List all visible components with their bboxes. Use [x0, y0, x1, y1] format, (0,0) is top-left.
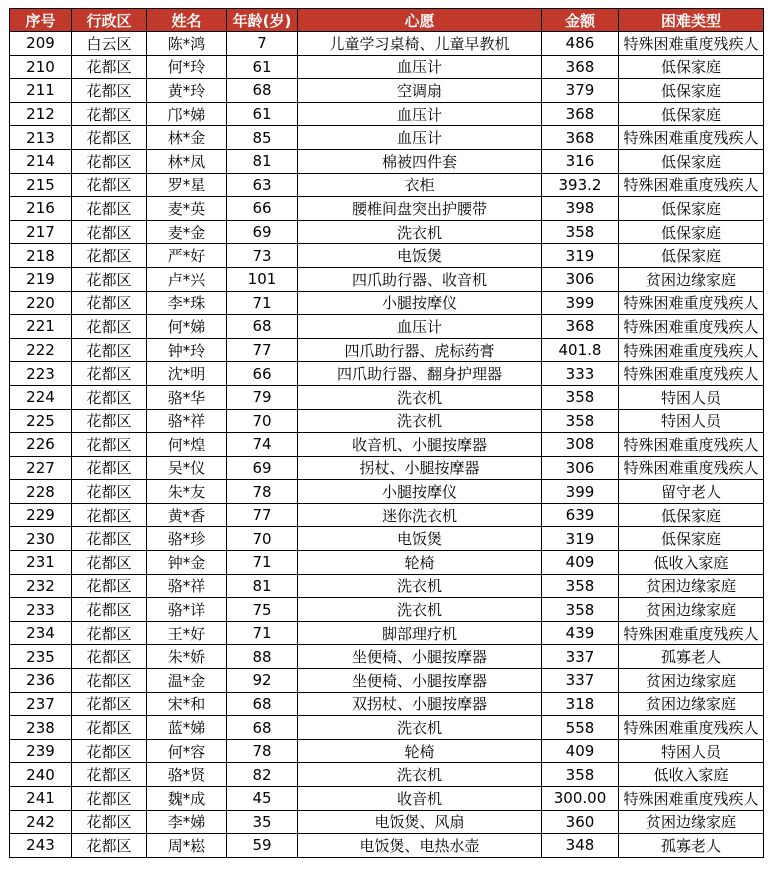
- cell-hardship-type: 特殊困难重度残疾人: [619, 315, 764, 339]
- cell-wish: 空调扇: [298, 79, 542, 103]
- cell-wish: 拐杖、小腿按摩器: [298, 456, 542, 480]
- cell-wish: 洗衣机: [298, 716, 542, 740]
- cell-age: 92: [227, 669, 298, 693]
- cell-name: 蓝*娣: [147, 716, 227, 740]
- cell-name: 林*凤: [147, 149, 227, 173]
- cell-name: 骆*详: [147, 598, 227, 622]
- wish-table: [9, 8, 764, 858]
- cell-wish: 洗衣机: [298, 574, 542, 598]
- table-row: [10, 55, 764, 79]
- cell-hardship-type: 低收入家庭: [619, 551, 764, 575]
- cell-index: 238: [10, 716, 72, 740]
- cell-age: 59: [227, 834, 298, 858]
- cell-name: 黄*香: [147, 503, 227, 527]
- cell-amount: 368: [542, 55, 619, 79]
- table-row: [10, 149, 764, 173]
- cell-index: 236: [10, 669, 72, 693]
- cell-amount: 368: [542, 102, 619, 126]
- cell-index: 237: [10, 692, 72, 716]
- cell-hardship-type: 特殊困难重度残疾人: [619, 433, 764, 457]
- cell-index: 223: [10, 362, 72, 386]
- cell-hardship-type: 贫困边缘家庭: [619, 692, 764, 716]
- cell-wish: 收音机: [298, 787, 542, 811]
- cell-district: 花都区: [72, 126, 147, 150]
- cell-name: 钟*玲: [147, 338, 227, 362]
- cell-hardship-type: 贫困边缘家庭: [619, 267, 764, 291]
- header-district: 行政区: [72, 9, 147, 32]
- cell-index: 226: [10, 433, 72, 457]
- table-row: [10, 197, 764, 221]
- cell-wish: 四爪助行器、翻身护理器: [298, 362, 542, 386]
- table-row: [10, 79, 764, 103]
- cell-age: 45: [227, 787, 298, 811]
- cell-hardship-type: 低保家庭: [619, 244, 764, 268]
- cell-age: 71: [227, 621, 298, 645]
- cell-hardship-type: 贫困边缘家庭: [619, 598, 764, 622]
- cell-amount: 368: [542, 315, 619, 339]
- cell-age: 7: [227, 32, 298, 56]
- cell-index: 222: [10, 338, 72, 362]
- cell-hardship-type: 特困人员: [619, 409, 764, 433]
- cell-age: 77: [227, 338, 298, 362]
- cell-hardship-type: 特殊困难重度残疾人: [619, 173, 764, 197]
- table-row: [10, 527, 764, 551]
- cell-name: 骆*珍: [147, 527, 227, 551]
- header-amount: 金额: [542, 9, 619, 32]
- cell-amount: 399: [542, 480, 619, 504]
- cell-name: 骆*祥: [147, 409, 227, 433]
- cell-district: 花都区: [72, 739, 147, 763]
- cell-amount: 333: [542, 362, 619, 386]
- cell-name: 骆*华: [147, 385, 227, 409]
- cell-index: 239: [10, 739, 72, 763]
- cell-hardship-type: 贫困边缘家庭: [619, 810, 764, 834]
- cell-hardship-type: 留守老人: [619, 480, 764, 504]
- cell-name: 魏*成: [147, 787, 227, 811]
- cell-district: 花都区: [72, 385, 147, 409]
- cell-index: 218: [10, 244, 72, 268]
- table-row: [10, 810, 764, 834]
- cell-index: 220: [10, 291, 72, 315]
- cell-index: 241: [10, 787, 72, 811]
- cell-amount: 316: [542, 149, 619, 173]
- cell-age: 68: [227, 315, 298, 339]
- table-row: [10, 669, 764, 693]
- table-row: [10, 834, 764, 858]
- cell-hardship-type: 特殊困难重度残疾人: [619, 126, 764, 150]
- cell-district: 花都区: [72, 527, 147, 551]
- cell-hardship-type: 特困人员: [619, 739, 764, 763]
- cell-age: 63: [227, 173, 298, 197]
- table-row: [10, 267, 764, 291]
- table-row: [10, 338, 764, 362]
- cell-age: 82: [227, 763, 298, 787]
- cell-district: 花都区: [72, 173, 147, 197]
- cell-hardship-type: 低保家庭: [619, 197, 764, 221]
- table-row: [10, 503, 764, 527]
- cell-hardship-type: 贫困边缘家庭: [619, 574, 764, 598]
- header-index: 序号: [10, 9, 72, 32]
- cell-index: 230: [10, 527, 72, 551]
- cell-hardship-type: 低收入家庭: [619, 763, 764, 787]
- cell-district: 白云区: [72, 32, 147, 56]
- cell-wish: 血压计: [298, 102, 542, 126]
- table-row: [10, 409, 764, 433]
- cell-district: 花都区: [72, 692, 147, 716]
- cell-name: 宋*和: [147, 692, 227, 716]
- table-row: [10, 456, 764, 480]
- cell-amount: 306: [542, 267, 619, 291]
- cell-district: 花都区: [72, 669, 147, 693]
- header-wish: 心愿: [298, 9, 542, 32]
- table-row: [10, 220, 764, 244]
- table-row: [10, 126, 764, 150]
- cell-hardship-type: 低保家庭: [619, 503, 764, 527]
- cell-hardship-type: 特殊困难重度残疾人: [619, 787, 764, 811]
- cell-district: 花都区: [72, 338, 147, 362]
- cell-amount: 558: [542, 716, 619, 740]
- cell-name: 何*容: [147, 739, 227, 763]
- cell-age: 66: [227, 197, 298, 221]
- cell-hardship-type: 特困人员: [619, 385, 764, 409]
- cell-name: 骆*贤: [147, 763, 227, 787]
- cell-amount: 358: [542, 574, 619, 598]
- cell-wish: 收音机、小腿按摩器: [298, 433, 542, 457]
- table-row: [10, 480, 764, 504]
- cell-amount: 358: [542, 409, 619, 433]
- cell-index: 215: [10, 173, 72, 197]
- cell-wish: 坐便椅、小腿按摩器: [298, 669, 542, 693]
- cell-amount: 358: [542, 763, 619, 787]
- cell-wish: 血压计: [298, 315, 542, 339]
- cell-age: 81: [227, 149, 298, 173]
- table-row: [10, 716, 764, 740]
- cell-age: 85: [227, 126, 298, 150]
- cell-hardship-type: 特殊困难重度残疾人: [619, 291, 764, 315]
- cell-wish: 血压计: [298, 55, 542, 79]
- table-row: [10, 291, 764, 315]
- cell-index: 221: [10, 315, 72, 339]
- cell-index: 234: [10, 621, 72, 645]
- cell-district: 花都区: [72, 456, 147, 480]
- cell-age: 78: [227, 739, 298, 763]
- cell-district: 花都区: [72, 810, 147, 834]
- cell-age: 77: [227, 503, 298, 527]
- cell-wish: 轮椅: [298, 739, 542, 763]
- table-row: [10, 385, 764, 409]
- cell-district: 花都区: [72, 598, 147, 622]
- cell-index: 224: [10, 385, 72, 409]
- table-row: [10, 763, 764, 787]
- cell-district: 花都区: [72, 834, 147, 858]
- cell-wish: 电饭煲: [298, 527, 542, 551]
- cell-name: 骆*祥: [147, 574, 227, 598]
- cell-district: 花都区: [72, 433, 147, 457]
- cell-hardship-type: 特殊困难重度残疾人: [619, 32, 764, 56]
- cell-amount: 308: [542, 433, 619, 457]
- cell-district: 花都区: [72, 763, 147, 787]
- cell-district: 花都区: [72, 149, 147, 173]
- cell-index: 231: [10, 551, 72, 575]
- cell-age: 101: [227, 267, 298, 291]
- cell-amount: 358: [542, 598, 619, 622]
- cell-wish: 脚部理疗机: [298, 621, 542, 645]
- cell-index: 219: [10, 267, 72, 291]
- cell-hardship-type: 特殊困难重度残疾人: [619, 362, 764, 386]
- cell-index: 211: [10, 79, 72, 103]
- cell-name: 卢*兴: [147, 267, 227, 291]
- cell-index: 242: [10, 810, 72, 834]
- cell-wish: 坐便椅、小腿按摩器: [298, 645, 542, 669]
- cell-index: 240: [10, 763, 72, 787]
- cell-age: 71: [227, 551, 298, 575]
- cell-district: 花都区: [72, 645, 147, 669]
- cell-district: 花都区: [72, 55, 147, 79]
- cell-district: 花都区: [72, 362, 147, 386]
- cell-name: 周*崧: [147, 834, 227, 858]
- cell-wish: 小腿按摩仪: [298, 480, 542, 504]
- cell-wish: 双拐杖、小腿按摩器: [298, 692, 542, 716]
- cell-age: 81: [227, 574, 298, 598]
- cell-index: 228: [10, 480, 72, 504]
- cell-index: 233: [10, 598, 72, 622]
- table-row: [10, 645, 764, 669]
- cell-name: 李*娣: [147, 810, 227, 834]
- cell-index: 225: [10, 409, 72, 433]
- cell-age: 75: [227, 598, 298, 622]
- cell-amount: 399: [542, 291, 619, 315]
- cell-district: 花都区: [72, 291, 147, 315]
- cell-wish: 小腿按摩仪: [298, 291, 542, 315]
- table-row: [10, 102, 764, 126]
- cell-district: 花都区: [72, 574, 147, 598]
- table-row: [10, 315, 764, 339]
- cell-district: 花都区: [72, 102, 147, 126]
- cell-index: 227: [10, 456, 72, 480]
- cell-wish: 电饭煲: [298, 244, 542, 268]
- cell-hardship-type: 低保家庭: [619, 149, 764, 173]
- cell-name: 吴*仪: [147, 456, 227, 480]
- cell-hardship-type: 孤寡老人: [619, 834, 764, 858]
- cell-age: 68: [227, 692, 298, 716]
- cell-name: 钟*金: [147, 551, 227, 575]
- cell-district: 花都区: [72, 197, 147, 221]
- cell-index: 214: [10, 149, 72, 173]
- cell-age: 61: [227, 102, 298, 126]
- cell-hardship-type: 低保家庭: [619, 527, 764, 551]
- header-name: 姓名: [147, 9, 227, 32]
- table-row: [10, 574, 764, 598]
- table-row: [10, 692, 764, 716]
- cell-age: 68: [227, 79, 298, 103]
- cell-index: 210: [10, 55, 72, 79]
- cell-district: 花都区: [72, 787, 147, 811]
- table-body: [10, 32, 764, 858]
- cell-age: 70: [227, 527, 298, 551]
- cell-index: 217: [10, 220, 72, 244]
- cell-name: 严*好: [147, 244, 227, 268]
- cell-wish: 迷你洗衣机: [298, 503, 542, 527]
- cell-name: 罗*星: [147, 173, 227, 197]
- cell-wish: 血压计: [298, 126, 542, 150]
- cell-name: 沈*明: [147, 362, 227, 386]
- cell-hardship-type: 特殊困难重度残疾人: [619, 621, 764, 645]
- cell-name: 林*金: [147, 126, 227, 150]
- cell-name: 陈*鸿: [147, 32, 227, 56]
- cell-age: 61: [227, 55, 298, 79]
- cell-age: 79: [227, 385, 298, 409]
- cell-wish: 洗衣机: [298, 409, 542, 433]
- cell-district: 花都区: [72, 503, 147, 527]
- cell-wish: 电饭煲、电热水壶: [298, 834, 542, 858]
- cell-index: 232: [10, 574, 72, 598]
- cell-district: 花都区: [72, 551, 147, 575]
- cell-index: 235: [10, 645, 72, 669]
- cell-hardship-type: 低保家庭: [619, 220, 764, 244]
- cell-wish: 轮椅: [298, 551, 542, 575]
- cell-amount: 306: [542, 456, 619, 480]
- cell-amount: 439: [542, 621, 619, 645]
- cell-wish: 儿童学习桌椅、儿童早教机: [298, 32, 542, 56]
- cell-name: 麦*英: [147, 197, 227, 221]
- cell-age: 69: [227, 220, 298, 244]
- cell-wish: 棉被四件套: [298, 149, 542, 173]
- cell-age: 69: [227, 456, 298, 480]
- table-row: [10, 739, 764, 763]
- cell-amount: 398: [542, 197, 619, 221]
- cell-name: 王*好: [147, 621, 227, 645]
- cell-hardship-type: 孤寡老人: [619, 645, 764, 669]
- cell-amount: 319: [542, 527, 619, 551]
- cell-amount: 639: [542, 503, 619, 527]
- cell-hardship-type: 特殊困难重度残疾人: [619, 338, 764, 362]
- header-hardship-type: 困难类型: [619, 9, 764, 32]
- cell-amount: 409: [542, 739, 619, 763]
- cell-wish: 洗衣机: [298, 763, 542, 787]
- table-row: [10, 433, 764, 457]
- cell-district: 花都区: [72, 220, 147, 244]
- cell-name: 何*玲: [147, 55, 227, 79]
- cell-age: 74: [227, 433, 298, 457]
- cell-amount: 401.8: [542, 338, 619, 362]
- cell-index: 216: [10, 197, 72, 221]
- cell-wish: 洗衣机: [298, 385, 542, 409]
- cell-name: 何*煌: [147, 433, 227, 457]
- cell-age: 68: [227, 716, 298, 740]
- table-row: [10, 621, 764, 645]
- cell-amount: 393.2: [542, 173, 619, 197]
- cell-amount: 337: [542, 645, 619, 669]
- table-row: [10, 787, 764, 811]
- cell-district: 花都区: [72, 267, 147, 291]
- cell-wish: 洗衣机: [298, 220, 542, 244]
- cell-age: 78: [227, 480, 298, 504]
- cell-district: 花都区: [72, 244, 147, 268]
- cell-district: 花都区: [72, 315, 147, 339]
- table-row: [10, 362, 764, 386]
- cell-district: 花都区: [72, 716, 147, 740]
- cell-hardship-type: 贫困边缘家庭: [619, 669, 764, 693]
- cell-age: 66: [227, 362, 298, 386]
- cell-name: 邝*娣: [147, 102, 227, 126]
- cell-amount: 360: [542, 810, 619, 834]
- cell-amount: 318: [542, 692, 619, 716]
- cell-age: 73: [227, 244, 298, 268]
- cell-wish: 衣柜: [298, 173, 542, 197]
- cell-amount: 337: [542, 669, 619, 693]
- cell-index: 209: [10, 32, 72, 56]
- cell-age: 70: [227, 409, 298, 433]
- cell-hardship-type: 特殊困难重度残疾人: [619, 456, 764, 480]
- cell-name: 李*珠: [147, 291, 227, 315]
- cell-wish: 洗衣机: [298, 598, 542, 622]
- header-row: [10, 9, 764, 32]
- cell-amount: 409: [542, 551, 619, 575]
- cell-amount: 379: [542, 79, 619, 103]
- table-row: [10, 244, 764, 268]
- cell-index: 229: [10, 503, 72, 527]
- cell-hardship-type: 低保家庭: [619, 102, 764, 126]
- table-row: [10, 173, 764, 197]
- cell-district: 花都区: [72, 409, 147, 433]
- cell-name: 朱*娇: [147, 645, 227, 669]
- cell-name: 黄*玲: [147, 79, 227, 103]
- cell-amount: 486: [542, 32, 619, 56]
- table-row: [10, 598, 764, 622]
- header-age: 年龄(岁): [227, 9, 298, 32]
- cell-amount: 368: [542, 126, 619, 150]
- cell-wish: 腰椎间盘突出护腰带: [298, 197, 542, 221]
- cell-amount: 319: [542, 244, 619, 268]
- cell-name: 何*娣: [147, 315, 227, 339]
- cell-wish: 四爪助行器、虎标药膏: [298, 338, 542, 362]
- cell-amount: 358: [542, 220, 619, 244]
- cell-wish: 四爪助行器、收音机: [298, 267, 542, 291]
- cell-amount: 358: [542, 385, 619, 409]
- cell-amount: 300.00: [542, 787, 619, 811]
- cell-index: 213: [10, 126, 72, 150]
- table-row: [10, 32, 764, 56]
- cell-district: 花都区: [72, 480, 147, 504]
- cell-age: 35: [227, 810, 298, 834]
- cell-district: 花都区: [72, 621, 147, 645]
- cell-age: 88: [227, 645, 298, 669]
- cell-district: 花都区: [72, 79, 147, 103]
- cell-name: 朱*友: [147, 480, 227, 504]
- cell-age: 71: [227, 291, 298, 315]
- cell-hardship-type: 低保家庭: [619, 79, 764, 103]
- table-row: [10, 551, 764, 575]
- cell-wish: 电饭煲、风扇: [298, 810, 542, 834]
- cell-hardship-type: 低保家庭: [619, 55, 764, 79]
- cell-hardship-type: 特殊困难重度残疾人: [619, 716, 764, 740]
- cell-name: 麦*金: [147, 220, 227, 244]
- cell-name: 温*金: [147, 669, 227, 693]
- cell-index: 212: [10, 102, 72, 126]
- cell-amount: 348: [542, 834, 619, 858]
- cell-index: 243: [10, 834, 72, 858]
